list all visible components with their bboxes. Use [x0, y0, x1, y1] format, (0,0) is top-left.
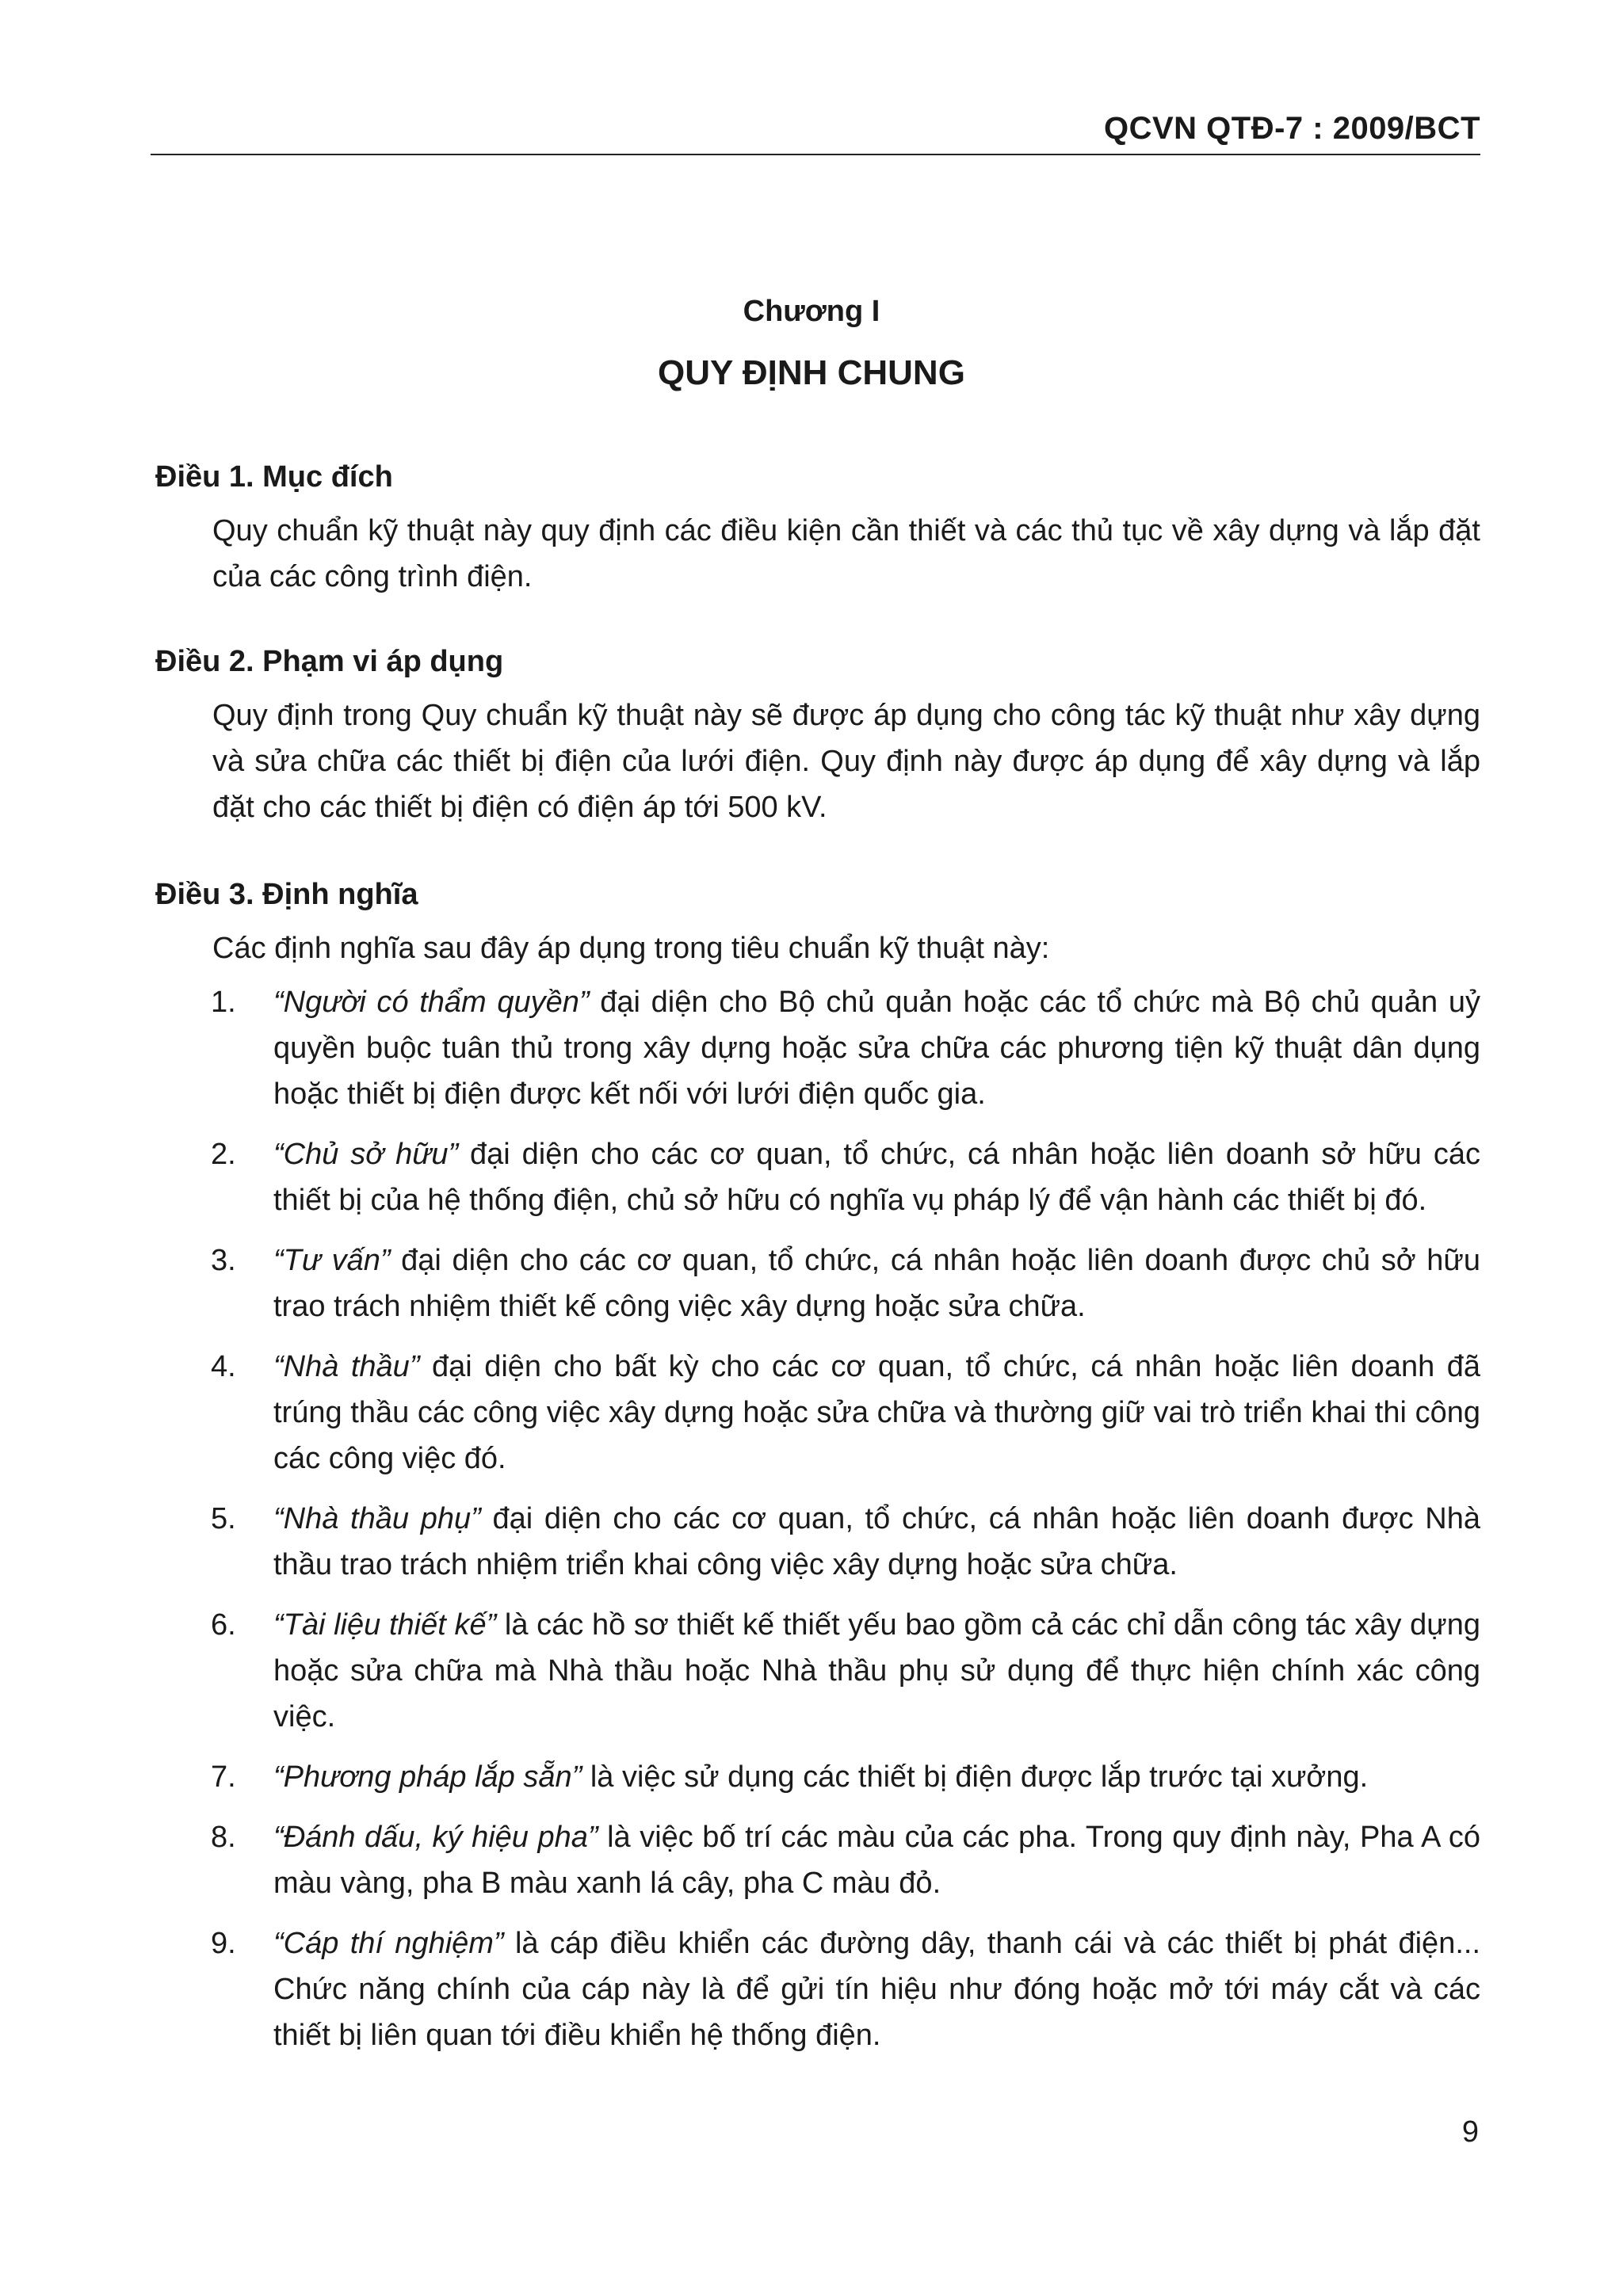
definition-item — [155, 1238, 1480, 1329]
definition-item — [155, 1602, 1480, 1740]
article-2 — [155, 639, 1480, 830]
item-number: 8. — [211, 1821, 236, 1854]
defined-term: “Nhà thầu” — [273, 1350, 420, 1383]
definition-item — [155, 1754, 1480, 1800]
definition-text: là việc bố trí các màu của các pha. Trong quy định này, Pha A có màu vàng, pha B màu xanh lá cây, pha C màu đỏ. — [273, 1821, 1480, 1900]
item-number: 3. — [211, 1244, 236, 1277]
article-paragraph: Các định nghĩa sau đây áp dụng trong tiêu chuẩn kỹ thuật này: — [212, 932, 1050, 965]
item-number: 2. — [211, 1138, 236, 1171]
definition-text: đại diện cho các cơ quan, tổ chức, cá nhân hoặc liên doanh được chủ sở hữu trao trách nhiệm thiết kế công việc xây dựng hoặc sửa chữa. — [273, 1244, 1481, 1323]
defined-term: “Chủ sở hữu” — [273, 1138, 459, 1171]
article-paragraph: Quy chuẩn kỹ thuật này quy định các điều kiện cần thiết và các thủ tục về xây dựng và lắp đặt của các công trình điện. — [212, 514, 1480, 593]
definition-text: là cáp điều khiển các đường dây, thanh cái và các thiết bị phát điện... Chức năng chính của cáp này là để gửi tín hiệu như đóng hoặc mở tới máy cắt và các thiết bị liên quan tới điều khiển hệ thống điện. — [273, 1927, 1481, 2052]
page-number: 9 — [1461, 2115, 1479, 2149]
definition-item — [155, 1814, 1480, 1906]
item-number: 1. — [211, 986, 236, 1019]
definition-item — [155, 1496, 1480, 1588]
definition-text: đại diện cho Bộ chủ quản hoặc các tổ chức mà Bộ chủ quản uỷ quyền buộc tuân thủ trong xây dựng hoặc sửa chữa các phương tiện kỹ thuật dân dụng hoặc thiết bị điện được kết nối với lưới điện quốc gia. — [273, 986, 1480, 1111]
definition-text: là việc sử dụng các thiết bị điện được lắp trước tại xưởng. — [582, 1760, 1369, 1794]
definition-text: đại diện cho bất kỳ cho các cơ quan, tổ chức, cá nhân hoặc liên doanh đã trúng thầu các công việc xây dựng hoặc sửa chữa và thường giữ vai trò triển khai thi công các công việc đó. — [273, 1350, 1480, 1475]
definition-text: đại diện cho các cơ quan, tổ chức, cá nhân hoặc liên doanh sở hữu các thiết bị của hệ thống điện, chủ sở hữu có nghĩa vụ pháp lý để vận hành các thiết bị đó. — [273, 1138, 1480, 1217]
defined-term: “Tài liệu thiết kế” — [273, 1608, 497, 1642]
article-3 — [155, 871, 1480, 2058]
definition-item — [155, 1344, 1480, 1482]
definition-item — [155, 1920, 1480, 2058]
definition-item — [155, 1131, 1480, 1223]
item-number: 4. — [211, 1350, 236, 1383]
definition-list — [155, 979, 1480, 2058]
article-heading: Điều 2. Phạm vi áp dụng — [155, 645, 504, 678]
article-1 — [155, 454, 1480, 600]
article-heading: Điều 1. Mục đích — [155, 460, 393, 494]
chapter-title: QUY ĐỊNH CHUNG — [658, 353, 965, 392]
defined-term: “Người có thẩm quyền” — [273, 986, 590, 1019]
item-number: 7. — [211, 1760, 236, 1794]
definition-text: đại diện cho các cơ quan, tổ chức, cá nhân hoặc liên doanh được Nhà thầu trao trách nhiệm triển khai công việc xây dựng hoặc sửa chữa. — [273, 1502, 1480, 1581]
page-header — [151, 111, 1480, 155]
defined-term: “Đánh dấu, ký hiệu pha” — [273, 1821, 598, 1854]
defined-term: “Tư vấn” — [273, 1244, 391, 1277]
article-paragraph: Quy định trong Quy chuẩn kỹ thuật này sẽ được áp dụng cho công tác kỹ thuật như xây dựng và sửa chữa các thiết bị điện của lưới điện. Quy định này được áp dụng để xây dựng và lắp đặt cho các thiết bị điện có điện áp tới 500 kV. — [212, 699, 1480, 824]
defined-term: “Nhà thầu phụ” — [273, 1502, 481, 1535]
defined-term: “Cáp thí nghiệm” — [273, 1927, 504, 1960]
article-heading: Điều 3. Định nghĩa — [155, 878, 418, 911]
document-code: QCVN QTĐ-7 : 2009/BCT — [1103, 111, 1480, 146]
defined-term: “Phương pháp lắp sẵn” — [273, 1760, 582, 1794]
item-number: 5. — [211, 1502, 236, 1535]
definition-text: là các hồ sơ thiết kế thiết yếu bao gồm cả các chỉ dẫn công tác xây dựng hoặc sửa chữa mà Nhà thầu hoặc Nhà thầu phụ sử dụng để thực hiện chính xác công việc. — [273, 1608, 1480, 1733]
chapter-label: Chương I — [743, 295, 880, 328]
definition-item — [155, 979, 1480, 1117]
item-number: 6. — [211, 1608, 236, 1642]
item-number: 9. — [211, 1927, 236, 1960]
